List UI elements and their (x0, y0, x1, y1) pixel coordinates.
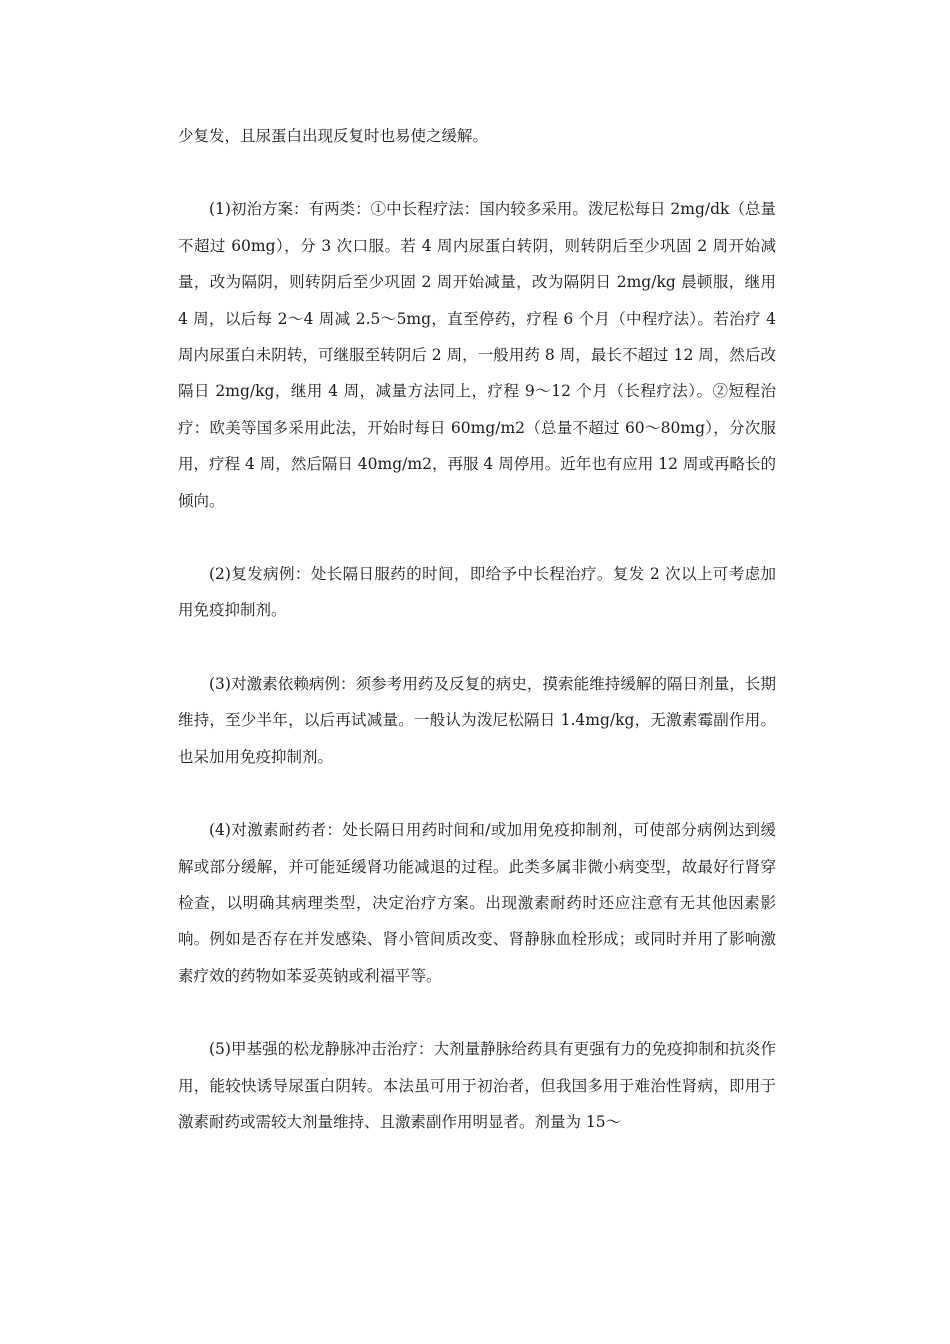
paragraph-continuation: 少复发，且尿蛋白出现反复时也易使之缓解。 (178, 127, 489, 145)
paragraph-steroid-resistant: (4)对激素耐药者：处长隔日用药时间和/或加用免疫抑制剂，可使部分病例达到缓解或部分缓解，并可能延缓肾功能减退的过程。此类多属非微小病变型，故最好行肾穿检查，以明确其病理类型，决定治疗方案。出现激素耐药时还应注意有无其他因素影响。例如是否存在并发感染、肾小管间质改变、肾静脉血栓形成；或同时并用了影响激素疗效的药物如苯妥英钠或利福平等。 (178, 821, 776, 985)
paragraph-relapse-cases: (2)复发病例：处长隔日服药的时间，即给予中长程治疗。复发 2 次以上可考虑加用免疫抑制剂。 (178, 565, 776, 620)
paragraph-steroid-dependent: (3)对激素依赖病例：须参考用药及反复的病史，摸索能维持缓解的隔日剂量，长期维持，至少半年，以后再试减量。一般认为泼尼松隔日 1.4mg/kg，无激素霉副作用。也呆加用免疫抑制剂。 (178, 674, 776, 766)
paragraph-initial-treatment: (1)初治方案：有两类：①中长程疗法：国内较多采用。泼尼松每日 2mg/dk（总量不超过 60mg），分 3 次口服。若 4 周内尿蛋白转阴，则转阴后至少巩固 2 周开始减量，改为隔阴，则转阴后至少巩固 2 周开始减量，改为隔阴日 2mg/kg 晨顿服，继用 4 周，以后每 2～4 周减 2.5～5mg，直至停药，疗程 6 个月（中程疗法）。若治疗 4 周内尿蛋白未阴转，可继服至转阴后 2 周，一般用药 8 周，最长不超过 12 周，然后改隔日 2mg/kg，继用 4 周，减量方法同上，疗程 9～12 个月（长程疗法）。②短程治疗：欧美等国多采用此法，开始时每日 60mg/m2（总量不超过 60～80mg），分次服用，疗程 4 周，然后隔日 40mg/m2，再服 4 周停用。近年也有应用 12 周或再略长的倾向。 (178, 200, 776, 510)
paragraph-methylprednisolone-pulse: (5)甲基强的松龙静脉冲击治疗：大剂量静脉给药具有更强有力的免疫抑制和抗炎作用，能较快诱导尿蛋白阴转。本法虽可用于初治者，但我国多用于难治性肾病，即用于激素耐药或需较大剂量维持、且激素副作用明显者。剂量为 15～ (178, 1040, 776, 1131)
document-body (178, 118, 776, 1177)
